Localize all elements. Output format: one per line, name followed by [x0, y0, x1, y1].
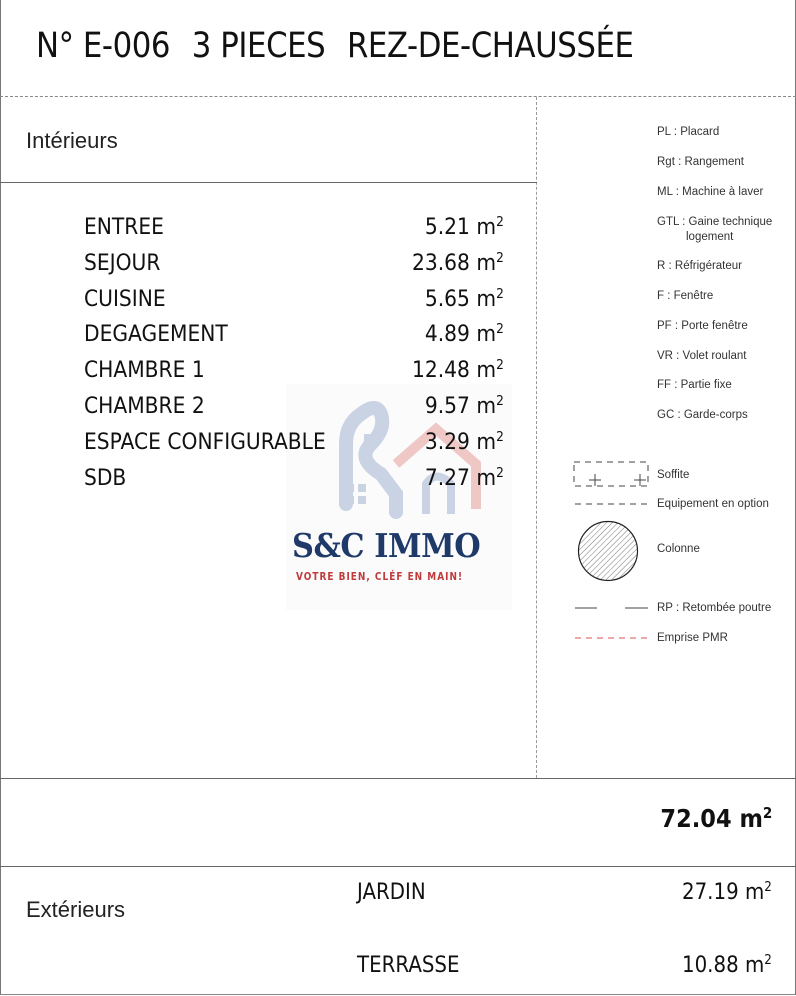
ext-area-unit: m	[745, 880, 765, 905]
total-divider	[0, 778, 796, 779]
room-area: 4.89 $m^2$	[425, 322, 504, 348]
room-row	[84, 322, 504, 358]
lot-number: N° E-006	[36, 26, 171, 66]
legend-abbreviation: GC : Garde-corps	[657, 409, 748, 421]
legend-divider	[536, 97, 537, 778]
room-area-value: 5.21	[425, 215, 471, 240]
legend-abbreviation: FF : Partie fixe	[657, 379, 732, 391]
room-area-value: 7.27	[425, 465, 471, 491]
legend-abbreviation: PL : Placard	[657, 126, 720, 138]
room-row	[84, 251, 504, 287]
lot-floor: REZ-DE-CHAUSSÉE	[346, 26, 634, 66]
legend-abbreviation: ML : Machine à laver	[657, 186, 764, 198]
room-area-value: 9.57	[425, 393, 471, 419]
room-area-value: 23.68	[412, 250, 471, 276]
room-area-unit: m	[476, 429, 497, 455]
room-area: 5.21 $m^2$	[425, 215, 504, 240]
legend-pmr: Emprise PMR	[657, 632, 728, 644]
legend-abbreviation: PF : Porte fenêtre	[657, 320, 748, 332]
room-area-unit: m	[476, 393, 497, 419]
room-area: 12.48 $m^2$	[412, 358, 504, 384]
room-area-value: 12.48	[412, 358, 471, 384]
room-row	[84, 358, 504, 394]
legend-abbreviation: VR : Volet roulant	[657, 350, 747, 362]
beam-line-icon	[575, 604, 650, 612]
column-icon	[576, 519, 640, 583]
interieurs-divider	[0, 182, 537, 183]
exterieurs-label: Extérieurs	[26, 897, 126, 922]
total-value: 72.04	[660, 804, 732, 833]
room-area-value: 3.29	[425, 429, 471, 455]
lot-type: 3 PIECES	[191, 26, 326, 66]
room-row	[84, 466, 504, 502]
dashed-line-icon	[575, 500, 650, 508]
room-area-unit: m	[476, 358, 497, 384]
room-row	[84, 287, 504, 323]
legend-abbreviation: GTL : Gaine technique	[657, 216, 773, 228]
legend-colonne: Colonne	[657, 543, 700, 555]
legend-abbreviation: Rgt : Rangement	[657, 156, 744, 168]
ext-item-name: TERRASSE	[357, 953, 460, 978]
legend-abbreviation: R : Réfrigérateur	[657, 260, 743, 272]
exterieurs-divider	[0, 866, 796, 867]
room-name: CHAMBRE 1	[84, 358, 205, 384]
room-area: 23.68 $m^2$	[412, 250, 504, 276]
rooms-list	[84, 215, 504, 501]
room-name: ENTREE	[84, 215, 164, 240]
page-title	[36, 26, 646, 66]
legend-equipement: Equipement en option	[657, 498, 769, 510]
room-name: SDB	[84, 465, 127, 491]
room-row	[84, 215, 504, 251]
room-name: ESPACE CONFIGURABLE	[84, 429, 326, 455]
ext-item-area: 27.19 $m^2$	[682, 880, 772, 905]
room-area: 3.29 $m^2$	[425, 429, 504, 455]
soffite-icon	[572, 460, 652, 490]
legend-soffite: Soffite	[657, 469, 690, 481]
logo-name: S&C IMMO	[292, 526, 481, 565]
ext-area-unit: m	[745, 953, 765, 978]
room-area-unit: m	[476, 250, 497, 276]
room-name: SEJOUR	[84, 250, 161, 276]
total-area: 72.04 $m^2$	[660, 804, 772, 833]
legend-abbreviation: logement	[686, 231, 734, 243]
room-area: 9.57 $m^2$	[425, 393, 504, 419]
pmr-line-icon	[575, 634, 650, 642]
logo-tagline: VOTRE BIEN, CLÉF EN MAIN!	[296, 571, 464, 583]
room-name: DEGAGEMENT	[84, 322, 228, 348]
ext-item-area: 10.88 $m^2$	[682, 953, 772, 978]
room-area: 5.65 $m^2$	[425, 286, 504, 312]
room-area-unit: m	[476, 215, 497, 240]
room-area-unit: m	[476, 322, 497, 348]
room-area: 7.27 $m^2$	[425, 465, 504, 491]
room-area-value: 5.65	[425, 286, 471, 312]
room-area-value: 4.89	[425, 322, 471, 348]
room-name: CHAMBRE 2	[84, 393, 205, 419]
room-row	[84, 430, 504, 466]
room-row	[84, 394, 504, 430]
ext-area-value: 10.88	[682, 953, 739, 978]
header-divider	[0, 96, 796, 97]
ext-area-value: 27.19	[682, 880, 739, 905]
legend-retombee: RP : Retombée poutre	[657, 602, 772, 614]
room-name: CUISINE	[84, 286, 166, 312]
ext-item-name: JARDIN	[357, 880, 426, 905]
legend-abbreviation: F : Fenêtre	[657, 290, 714, 302]
room-area-unit: m	[476, 465, 497, 491]
room-area-unit: m	[476, 286, 497, 312]
interieurs-label: Intérieurs	[26, 128, 118, 153]
total-unit: m	[739, 804, 763, 833]
